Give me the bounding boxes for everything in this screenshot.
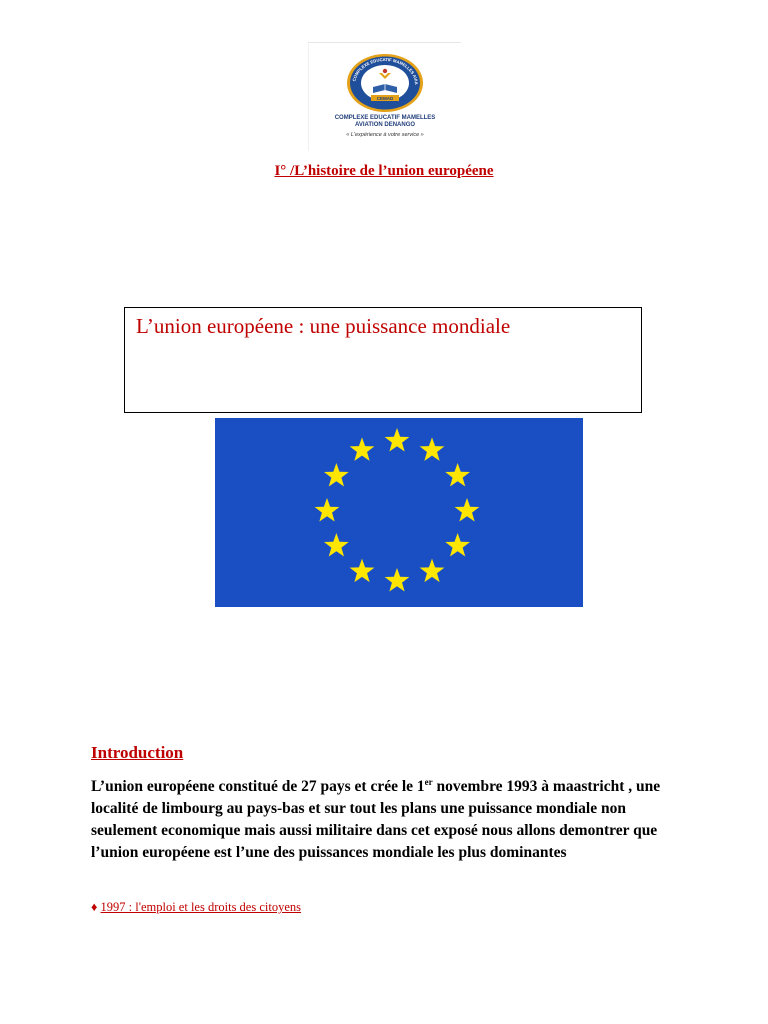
introduction-heading: Introduction xyxy=(91,743,184,762)
introduction-text-end: novembre 1993 à maastricht , une localité de limbourg au pays-bas et sur tout les plans une puissance mondiale non seulement economique mais aussi militaire dans cet exposé nous allons demontrer que l’union européene est l’une des puissances mondiale les plus dominantes xyxy=(91,778,661,861)
emblem-ring-text: COMPLEXE EDUCATIF MAMELLES AVIA xyxy=(351,56,420,85)
section-heading: I° /L’histoire de l’union européene xyxy=(274,163,494,179)
title-text: L’union européene : une puissance mondiale xyxy=(136,314,511,338)
torch-flame-icon xyxy=(383,69,387,73)
school-name-line2: AVIATION DENANGO xyxy=(354,122,416,128)
school-name-line1: COMPLEXE EDUCATIF MAMELLES xyxy=(334,115,436,121)
bullet-item-text: 1997 : l'emploi et les droits des citoyens xyxy=(100,900,302,914)
school-slogan: « L'expérience à votre service » xyxy=(346,132,424,138)
eu-flag xyxy=(215,418,583,607)
title-box xyxy=(124,307,642,413)
school-name xyxy=(309,115,461,129)
bullet-item xyxy=(91,900,301,915)
school-logo xyxy=(308,42,461,151)
introduction-paragraph xyxy=(91,776,691,864)
emblem-seal-text: CEMAD xyxy=(376,95,394,101)
diamond-icon: ♦ xyxy=(91,900,98,914)
introduction-text-start: L’union européene constitué de 27 pays et crée le 1 xyxy=(91,778,425,795)
school-emblem xyxy=(343,51,427,115)
ordinal-superscript: er xyxy=(424,776,433,787)
